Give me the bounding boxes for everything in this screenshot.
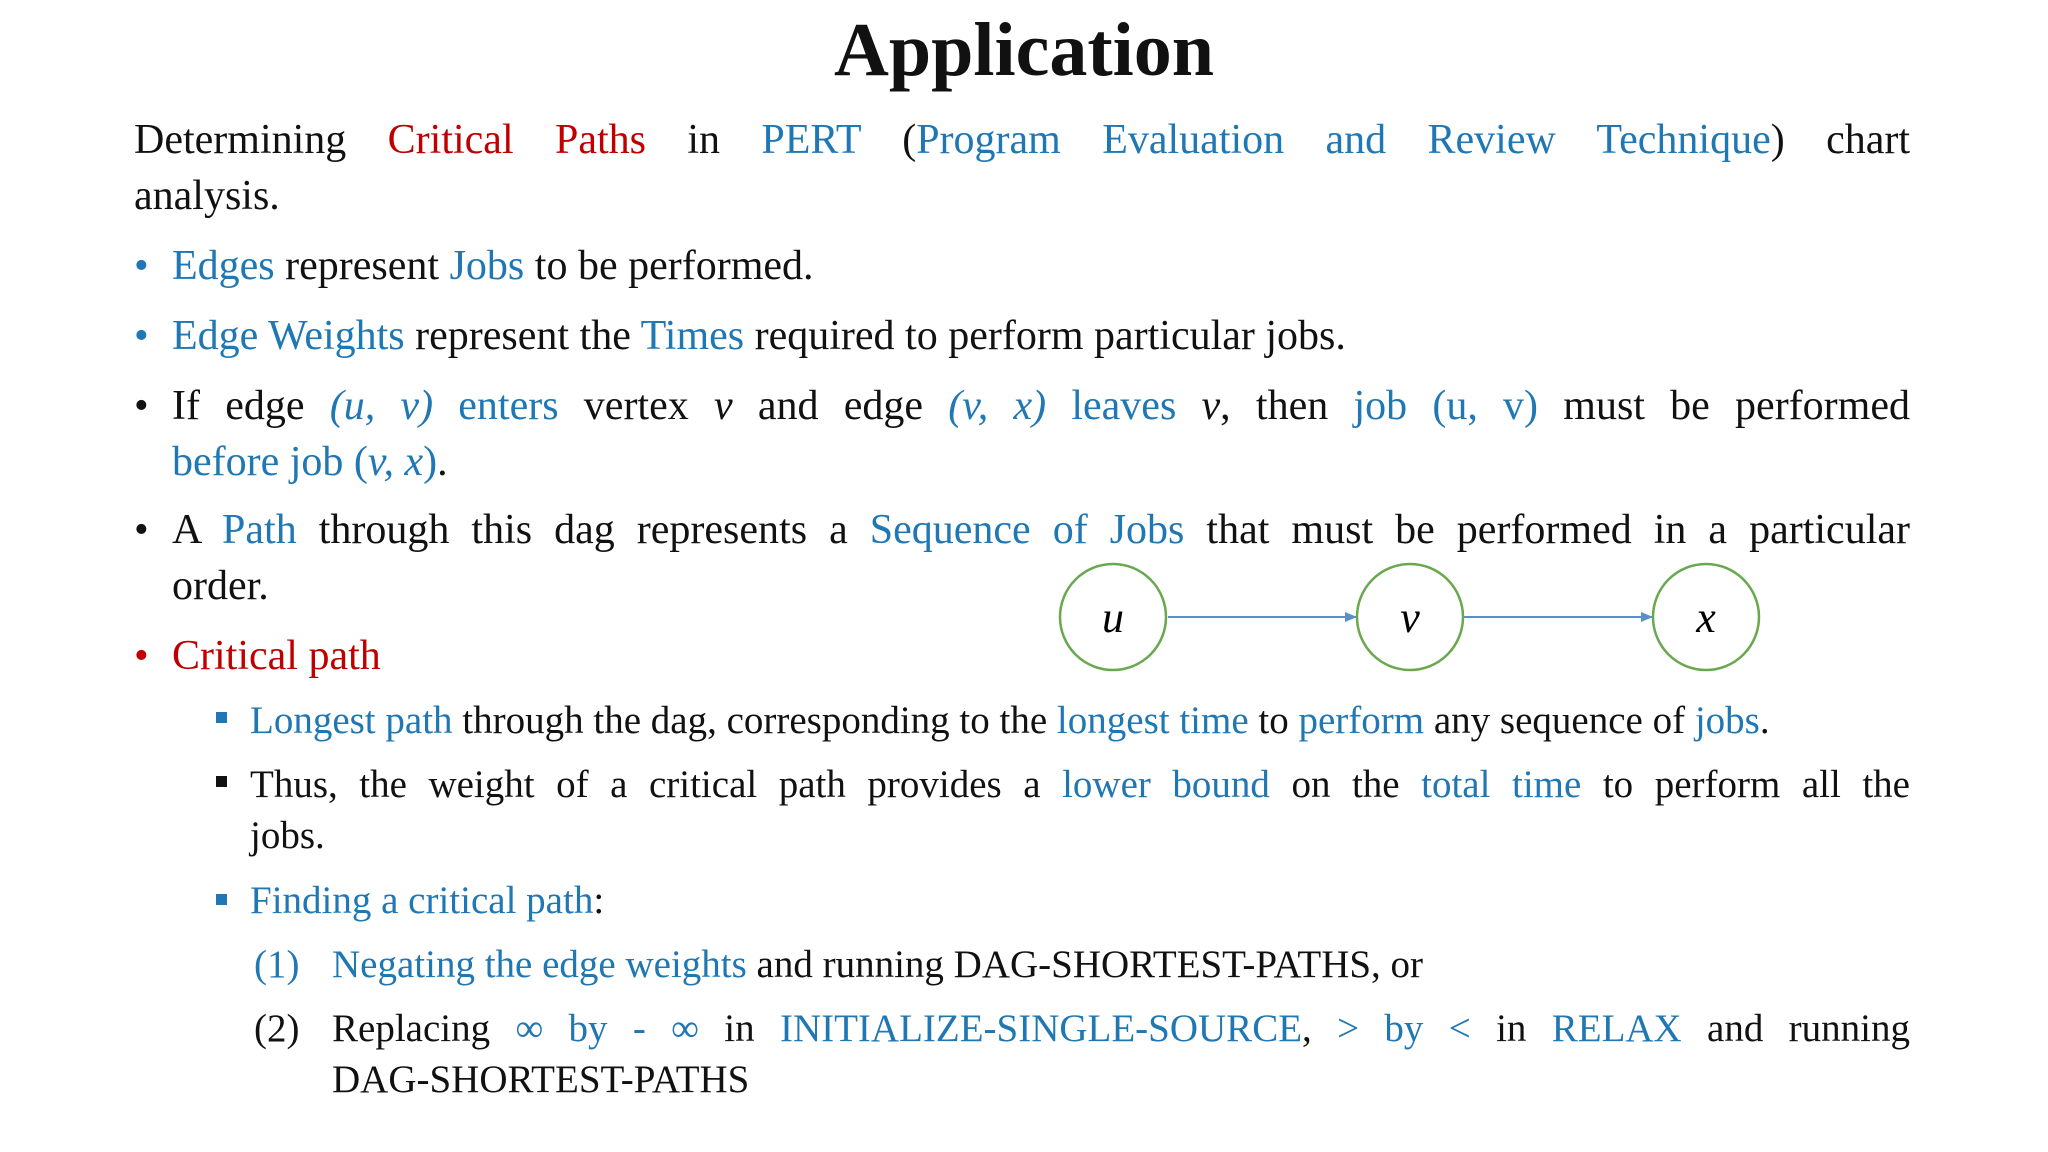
node-v	[1357, 564, 1463, 670]
vertex-v: v	[713, 383, 733, 429]
node-u-label: u	[1102, 593, 1124, 642]
node-v-label: v	[1400, 593, 1420, 642]
intro-text: Determining	[134, 117, 347, 163]
jobs-term: jobs	[1694, 699, 1760, 742]
dag-diagram	[1050, 556, 1770, 682]
negating-term: Negating the edge weights	[332, 943, 747, 986]
sub-longest-path	[250, 696, 1770, 746]
bullet-text: to be performed.	[524, 243, 814, 289]
bullet-precedence-line-2	[172, 436, 448, 488]
node-u	[1060, 564, 1166, 670]
item-text: Replacing	[332, 1007, 516, 1050]
sub-text: on the	[1269, 763, 1422, 806]
infinity-term: ∞ by - ∞	[515, 1007, 699, 1050]
bullet-path-line-1	[172, 504, 1910, 556]
enters-term: enters	[433, 383, 559, 429]
leaves-term: leaves	[1046, 383, 1177, 429]
comparison-term: > by <	[1337, 1007, 1471, 1050]
bullet-precedence-line-1	[172, 380, 1910, 432]
bullet-edge-weights	[172, 310, 1346, 362]
sub-text: Thus, the weight of a critical path provides a	[250, 763, 1063, 806]
sub-finding-critical-path	[250, 876, 604, 926]
edges-term: Edges	[172, 243, 275, 289]
bullet-text: , then	[1220, 383, 1354, 429]
lower-bound-term: lower bound	[1062, 763, 1270, 806]
edge-weights-term: Edge Weights	[172, 313, 405, 359]
bullet-text: through this dag represents a	[296, 507, 870, 553]
item-text: and running DAG-SHORTEST-PATHS, or	[746, 943, 1424, 986]
pert-expansion: Program Evaluation and Review Technique	[916, 117, 1771, 163]
pert-term: PERT	[761, 117, 861, 163]
bullet-text: A	[172, 507, 223, 553]
initialize-single-source-term: INITIALIZE-SINGLE-SOURCE	[779, 1007, 1303, 1050]
paren: )	[423, 439, 438, 485]
item-text: in	[698, 1007, 780, 1050]
bullet-text: that must be performed in a particular	[1184, 507, 1910, 553]
edge-vx: (v, x)	[948, 383, 1047, 429]
item-2-line-1	[332, 1004, 1910, 1054]
intro-text: (	[902, 117, 917, 163]
sub-text: through the dag, corresponding to the	[452, 699, 1057, 742]
longest-path-term: Longest path	[250, 699, 453, 742]
period: .	[437, 439, 448, 485]
bullet-dot: •	[134, 313, 149, 359]
critical-path-heading: Critical path	[172, 633, 381, 679]
sub-text: to	[1248, 699, 1299, 742]
square-bullet	[216, 776, 227, 787]
times-term: Times	[640, 313, 745, 359]
intro-text: ) chart	[1770, 117, 1911, 163]
critical-paths-term: Critical Paths	[387, 117, 646, 163]
node-x-label: x	[1696, 593, 1716, 642]
item-2-line-2: DAG-SHORTEST-PATHS	[332, 1058, 750, 1101]
bullet-text: must be performed	[1538, 383, 1910, 429]
relax-term: RELAX	[1551, 1007, 1682, 1050]
intro-line-1	[134, 114, 1910, 166]
bullet-path-line-2: order.	[172, 563, 269, 609]
intro-text: in	[687, 117, 721, 163]
total-time-term: total time	[1421, 763, 1582, 806]
bullet-dot: •	[134, 243, 149, 289]
node-x	[1653, 564, 1759, 670]
before-job-term: before job (	[172, 439, 368, 485]
item-1-text	[332, 940, 1423, 990]
perform-term: perform	[1298, 699, 1425, 742]
finding-critical-path-term: Finding a critical path	[250, 879, 594, 922]
item-text: ,	[1302, 1007, 1338, 1050]
bullet-text: vertex	[558, 383, 714, 429]
bullet-text: required to perform particular jobs.	[744, 313, 1346, 359]
bullet-dot: •	[134, 507, 149, 553]
colon: :	[593, 879, 605, 922]
bullet-text: represent	[274, 243, 450, 289]
intro-line-2: analysis.	[134, 173, 280, 219]
jobs-term: Jobs	[449, 243, 525, 289]
sub-text: any sequence of	[1424, 699, 1695, 742]
period: .	[1759, 699, 1770, 742]
sub-lower-bound-line-1	[250, 760, 1910, 810]
path-term: Path	[222, 507, 297, 553]
bullet-dot: •	[134, 383, 149, 429]
vertex-v: v	[1176, 383, 1221, 429]
slide-title: Application	[833, 8, 1215, 92]
bullet-text: If edge	[172, 383, 330, 429]
bullet-text: and edge	[732, 383, 949, 429]
longest-time-term: longest time	[1056, 699, 1249, 742]
sub-text: to perform all the	[1581, 763, 1910, 806]
bullet-edges	[172, 240, 814, 292]
job-vx: v, x	[367, 439, 424, 485]
sequence-of-jobs-term: Sequence of Jobs	[869, 507, 1185, 553]
item-1-number: (1)	[254, 943, 300, 986]
item-text: and running	[1681, 1007, 1911, 1050]
square-bullet	[216, 894, 227, 905]
item-2-number: (2)	[254, 1007, 300, 1050]
item-text: in	[1470, 1007, 1552, 1050]
sub-lower-bound-line-2: jobs.	[250, 814, 325, 857]
square-bullet	[216, 712, 227, 723]
edge-uv: (u, v)	[329, 383, 434, 429]
bullet-text: represent the	[404, 313, 641, 359]
bullet-dot: •	[134, 633, 149, 679]
job-uv: job (u, v)	[1353, 383, 1539, 429]
